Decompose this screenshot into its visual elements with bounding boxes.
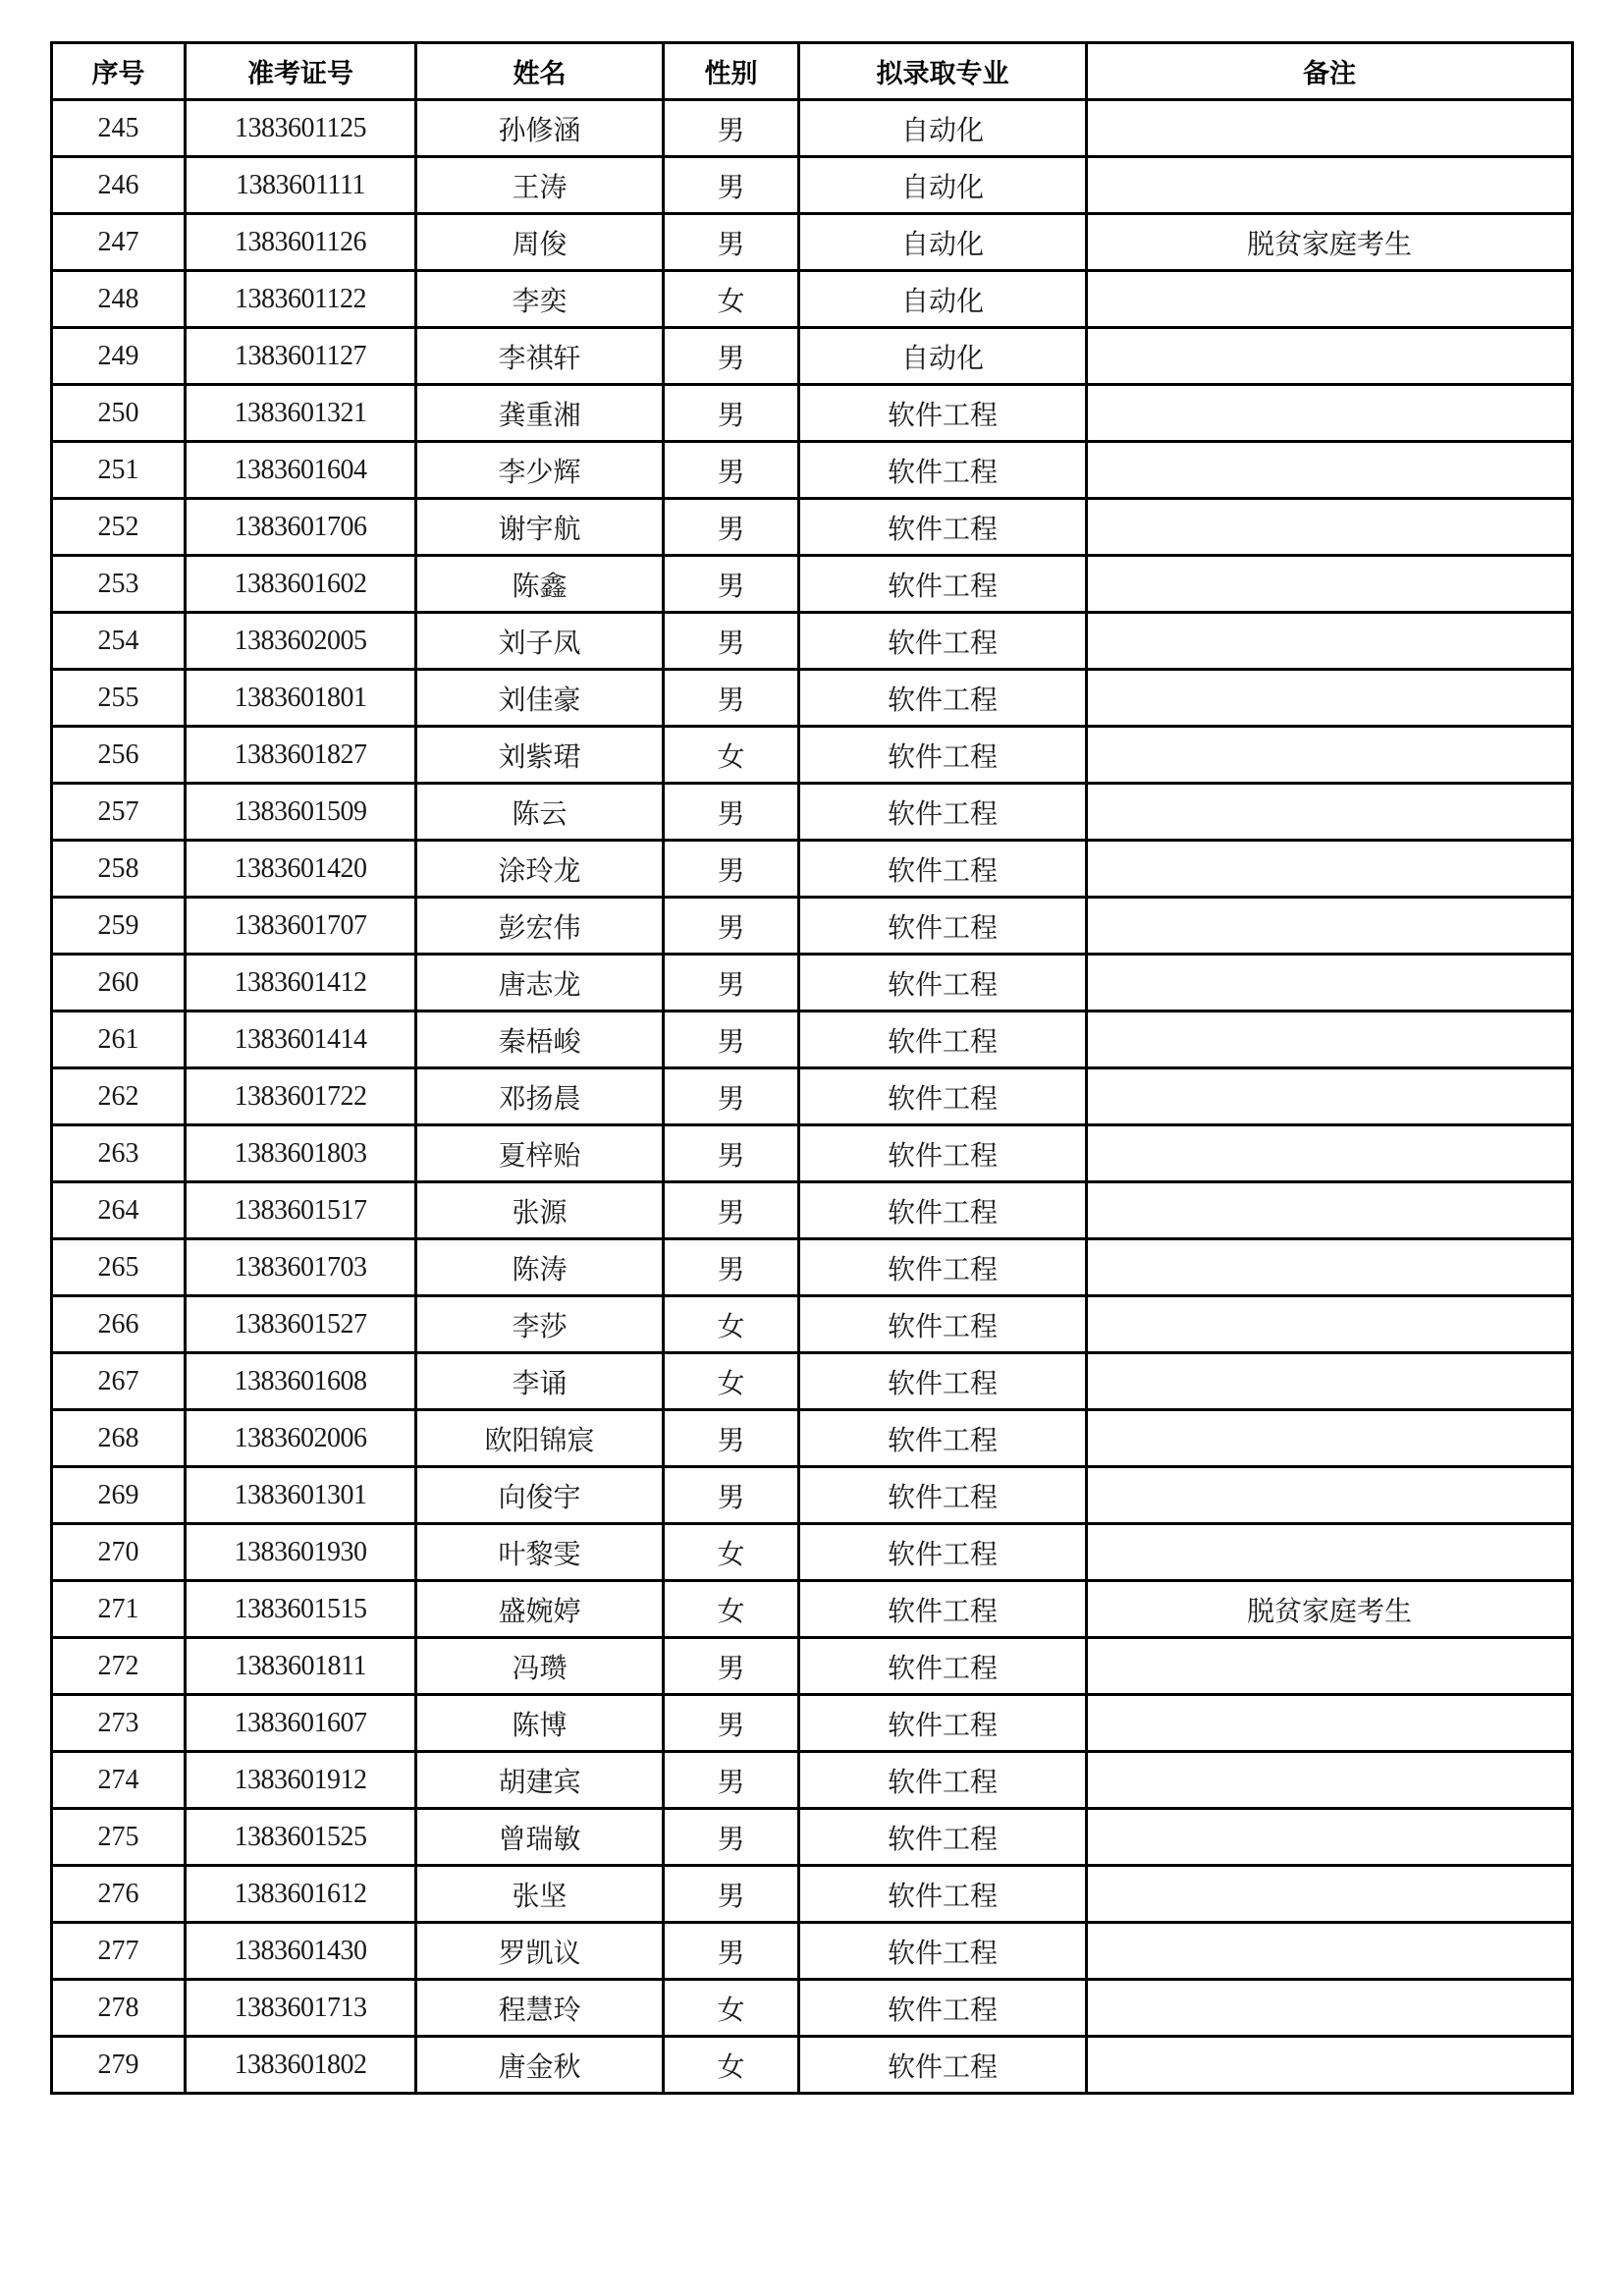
cell-seq: 278 — [52, 1980, 186, 2037]
cell-remark — [1087, 1125, 1573, 1182]
cell-seq: 268 — [52, 1410, 186, 1467]
cell-name: 秦梧峻 — [416, 1011, 664, 1068]
cell-seq: 258 — [52, 841, 186, 898]
cell-name: 谢宇航 — [416, 499, 664, 556]
cell-remark — [1087, 1068, 1573, 1125]
cell-major: 软件工程 — [799, 955, 1087, 1011]
cell-seq: 265 — [52, 1239, 186, 1296]
cell-name: 陈鑫 — [416, 556, 664, 613]
cell-seq: 248 — [52, 271, 186, 328]
cell-major: 软件工程 — [799, 613, 1087, 670]
cell-major: 自动化 — [799, 271, 1087, 328]
cell-seq: 245 — [52, 100, 186, 157]
cell-major: 软件工程 — [799, 727, 1087, 784]
cell-major: 软件工程 — [799, 1182, 1087, 1239]
cell-name: 曾瑞敏 — [416, 1809, 664, 1866]
cell-major: 自动化 — [799, 157, 1087, 214]
cell-seq: 264 — [52, 1182, 186, 1239]
cell-gender: 男 — [664, 328, 799, 385]
cell-gender: 女 — [664, 1524, 799, 1581]
cell-name: 李诵 — [416, 1353, 664, 1410]
table-row — [52, 499, 1573, 556]
cell-major: 软件工程 — [799, 1638, 1087, 1695]
cell-remark — [1087, 670, 1573, 727]
cell-major: 软件工程 — [799, 898, 1087, 955]
cell-remark — [1087, 784, 1573, 841]
cell-remark — [1087, 898, 1573, 955]
cell-exam-id: 1383601811 — [186, 1638, 416, 1695]
cell-remark — [1087, 1980, 1573, 2037]
cell-gender: 女 — [664, 1353, 799, 1410]
cell-gender: 女 — [664, 1980, 799, 2037]
cell-name: 唐志龙 — [416, 955, 664, 1011]
cell-exam-id: 1383601525 — [186, 1809, 416, 1866]
table-row — [52, 271, 1573, 328]
table-row — [52, 784, 1573, 841]
cell-remark — [1087, 157, 1573, 214]
table-row — [52, 898, 1573, 955]
cell-name: 李莎 — [416, 1296, 664, 1353]
cell-exam-id: 1383601515 — [186, 1581, 416, 1638]
table-row — [52, 727, 1573, 784]
cell-major: 软件工程 — [799, 2037, 1087, 2094]
cell-major: 软件工程 — [799, 1296, 1087, 1353]
cell-remark — [1087, 1296, 1573, 1353]
cell-major: 软件工程 — [799, 670, 1087, 727]
cell-seq: 273 — [52, 1695, 186, 1752]
cell-seq: 257 — [52, 784, 186, 841]
cell-remark — [1087, 271, 1573, 328]
table-row — [52, 100, 1573, 157]
table-row — [52, 1752, 1573, 1809]
table-row — [52, 1638, 1573, 1695]
cell-major: 软件工程 — [799, 1809, 1087, 1866]
table-row — [52, 1011, 1573, 1068]
cell-seq: 260 — [52, 955, 186, 1011]
cell-exam-id: 1383601713 — [186, 1980, 416, 2037]
cell-major: 软件工程 — [799, 1752, 1087, 1809]
cell-name: 李少辉 — [416, 442, 664, 499]
cell-gender: 男 — [664, 100, 799, 157]
cell-remark — [1087, 1923, 1573, 1980]
cell-seq: 262 — [52, 1068, 186, 1125]
cell-remark — [1087, 1752, 1573, 1809]
cell-seq: 269 — [52, 1467, 186, 1524]
cell-seq: 277 — [52, 1923, 186, 1980]
cell-remark — [1087, 1866, 1573, 1923]
table-row — [52, 214, 1573, 271]
cell-exam-id: 1383601612 — [186, 1866, 416, 1923]
cell-remark — [1087, 727, 1573, 784]
cell-name: 张源 — [416, 1182, 664, 1239]
cell-name: 孙修涵 — [416, 100, 664, 157]
cell-exam-id: 1383601301 — [186, 1467, 416, 1524]
cell-exam-id: 1383601802 — [186, 2037, 416, 2094]
cell-seq: 256 — [52, 727, 186, 784]
cell-major: 软件工程 — [799, 1524, 1087, 1581]
header-major: 拟录取专业 — [799, 43, 1087, 100]
table-row — [52, 1524, 1573, 1581]
cell-remark — [1087, 1410, 1573, 1467]
table-row — [52, 841, 1573, 898]
cell-gender: 男 — [664, 1752, 799, 1809]
table-row — [52, 1866, 1573, 1923]
cell-gender: 男 — [664, 1809, 799, 1866]
header-remark: 备注 — [1087, 43, 1573, 100]
cell-exam-id: 1383601707 — [186, 898, 416, 955]
cell-major: 软件工程 — [799, 784, 1087, 841]
cell-major: 软件工程 — [799, 1125, 1087, 1182]
cell-major: 软件工程 — [799, 1695, 1087, 1752]
cell-seq: 246 — [52, 157, 186, 214]
cell-seq: 261 — [52, 1011, 186, 1068]
cell-exam-id: 1383601127 — [186, 328, 416, 385]
cell-name: 龚重湘 — [416, 385, 664, 442]
cell-name: 涂玲龙 — [416, 841, 664, 898]
cell-gender: 男 — [664, 1467, 799, 1524]
cell-exam-id: 1383601930 — [186, 1524, 416, 1581]
cell-name: 向俊宇 — [416, 1467, 664, 1524]
admission-roster-table — [50, 41, 1574, 2095]
cell-exam-id: 1383601722 — [186, 1068, 416, 1125]
table-row — [52, 157, 1573, 214]
cell-remark — [1087, 1695, 1573, 1752]
cell-name: 唐金秋 — [416, 2037, 664, 2094]
cell-name: 彭宏伟 — [416, 898, 664, 955]
cell-name: 周俊 — [416, 214, 664, 271]
cell-gender: 男 — [664, 1410, 799, 1467]
cell-exam-id: 1383601803 — [186, 1125, 416, 1182]
cell-name: 邓扬晨 — [416, 1068, 664, 1125]
cell-gender: 男 — [664, 1695, 799, 1752]
cell-exam-id: 1383601414 — [186, 1011, 416, 1068]
cell-name: 李祺轩 — [416, 328, 664, 385]
cell-gender: 女 — [664, 1296, 799, 1353]
cell-remark: 脱贫家庭考生 — [1087, 214, 1573, 271]
cell-gender: 男 — [664, 784, 799, 841]
cell-name: 夏梓贻 — [416, 1125, 664, 1182]
cell-gender: 男 — [664, 955, 799, 1011]
cell-gender: 男 — [664, 1182, 799, 1239]
cell-seq: 259 — [52, 898, 186, 955]
cell-exam-id: 1383601706 — [186, 499, 416, 556]
cell-remark — [1087, 556, 1573, 613]
cell-exam-id: 1383601912 — [186, 1752, 416, 1809]
cell-name: 刘佳豪 — [416, 670, 664, 727]
cell-major: 软件工程 — [799, 499, 1087, 556]
table-row — [52, 442, 1573, 499]
cell-major: 软件工程 — [799, 385, 1087, 442]
cell-seq: 276 — [52, 1866, 186, 1923]
cell-gender: 男 — [664, 1239, 799, 1296]
cell-exam-id: 1383602006 — [186, 1410, 416, 1467]
cell-seq: 270 — [52, 1524, 186, 1581]
table-row — [52, 1923, 1573, 1980]
cell-exam-id: 1383601801 — [186, 670, 416, 727]
cell-gender: 女 — [664, 1581, 799, 1638]
cell-seq: 279 — [52, 2037, 186, 2094]
cell-seq: 252 — [52, 499, 186, 556]
header-name: 姓名 — [416, 43, 664, 100]
cell-remark — [1087, 955, 1573, 1011]
cell-major: 软件工程 — [799, 1980, 1087, 2037]
cell-exam-id: 1383601125 — [186, 100, 416, 157]
cell-gender: 男 — [664, 1923, 799, 1980]
table-row — [52, 556, 1573, 613]
cell-gender: 男 — [664, 499, 799, 556]
cell-remark — [1087, 2037, 1573, 2094]
cell-exam-id: 1383601430 — [186, 1923, 416, 1980]
cell-major: 自动化 — [799, 214, 1087, 271]
cell-seq: 254 — [52, 613, 186, 670]
cell-remark — [1087, 328, 1573, 385]
cell-exam-id: 1383602005 — [186, 613, 416, 670]
table-row — [52, 1581, 1573, 1638]
cell-name: 盛婉婷 — [416, 1581, 664, 1638]
cell-major: 软件工程 — [799, 1581, 1087, 1638]
cell-remark — [1087, 1239, 1573, 1296]
cell-major: 软件工程 — [799, 1353, 1087, 1410]
document-page — [50, 41, 1571, 2095]
cell-name: 刘紫珺 — [416, 727, 664, 784]
cell-gender: 男 — [664, 1011, 799, 1068]
cell-major: 软件工程 — [799, 1923, 1087, 1980]
cell-major: 软件工程 — [799, 841, 1087, 898]
cell-major: 软件工程 — [799, 1068, 1087, 1125]
cell-gender: 男 — [664, 841, 799, 898]
cell-seq: 250 — [52, 385, 186, 442]
cell-remark — [1087, 499, 1573, 556]
cell-major: 软件工程 — [799, 1011, 1087, 1068]
table-row — [52, 1809, 1573, 1866]
cell-name: 陈云 — [416, 784, 664, 841]
table-row — [52, 670, 1573, 727]
cell-seq: 272 — [52, 1638, 186, 1695]
cell-remark — [1087, 841, 1573, 898]
cell-name: 陈博 — [416, 1695, 664, 1752]
table-row — [52, 1980, 1573, 2037]
cell-seq: 253 — [52, 556, 186, 613]
cell-remark — [1087, 1011, 1573, 1068]
table-row — [52, 955, 1573, 1011]
table-row — [52, 1467, 1573, 1524]
cell-gender: 男 — [664, 157, 799, 214]
cell-exam-id: 1383601111 — [186, 157, 416, 214]
table-row — [52, 1296, 1573, 1353]
cell-remark — [1087, 385, 1573, 442]
cell-remark — [1087, 1809, 1573, 1866]
table-row — [52, 328, 1573, 385]
header-exam-id: 准考证号 — [186, 43, 416, 100]
cell-exam-id: 1383601321 — [186, 385, 416, 442]
cell-exam-id: 1383601517 — [186, 1182, 416, 1239]
cell-remark — [1087, 1467, 1573, 1524]
cell-remark: 脱贫家庭考生 — [1087, 1581, 1573, 1638]
cell-exam-id: 1383601607 — [186, 1695, 416, 1752]
cell-name: 刘子凤 — [416, 613, 664, 670]
cell-exam-id: 1383601126 — [186, 214, 416, 271]
cell-exam-id: 1383601412 — [186, 955, 416, 1011]
cell-name: 张坚 — [416, 1866, 664, 1923]
cell-seq: 263 — [52, 1125, 186, 1182]
cell-gender: 女 — [664, 271, 799, 328]
cell-name: 叶黎雯 — [416, 1524, 664, 1581]
cell-seq: 267 — [52, 1353, 186, 1410]
table-header-row — [52, 43, 1573, 100]
cell-gender: 男 — [664, 1068, 799, 1125]
cell-seq: 251 — [52, 442, 186, 499]
cell-exam-id: 1383601604 — [186, 442, 416, 499]
cell-gender: 男 — [664, 1125, 799, 1182]
cell-name: 陈涛 — [416, 1239, 664, 1296]
cell-remark — [1087, 613, 1573, 670]
cell-major: 软件工程 — [799, 1239, 1087, 1296]
table-row — [52, 2037, 1573, 2094]
cell-name: 胡建宾 — [416, 1752, 664, 1809]
cell-seq: 271 — [52, 1581, 186, 1638]
cell-name: 罗凯议 — [416, 1923, 664, 1980]
table-row — [52, 1068, 1573, 1125]
cell-gender: 男 — [664, 898, 799, 955]
cell-remark — [1087, 1524, 1573, 1581]
cell-major: 软件工程 — [799, 1467, 1087, 1524]
table-row — [52, 1695, 1573, 1752]
cell-seq: 266 — [52, 1296, 186, 1353]
cell-remark — [1087, 100, 1573, 157]
cell-seq: 275 — [52, 1809, 186, 1866]
cell-seq: 255 — [52, 670, 186, 727]
cell-seq: 247 — [52, 214, 186, 271]
cell-name: 王涛 — [416, 157, 664, 214]
cell-exam-id: 1383601509 — [186, 784, 416, 841]
cell-gender: 女 — [664, 2037, 799, 2094]
cell-major: 软件工程 — [799, 1866, 1087, 1923]
cell-gender: 男 — [664, 556, 799, 613]
cell-major: 软件工程 — [799, 1410, 1087, 1467]
cell-gender: 男 — [664, 613, 799, 670]
cell-gender: 男 — [664, 1866, 799, 1923]
cell-major: 软件工程 — [799, 556, 1087, 613]
cell-exam-id: 1383601703 — [186, 1239, 416, 1296]
cell-seq: 274 — [52, 1752, 186, 1809]
table-row — [52, 613, 1573, 670]
table-body — [52, 100, 1573, 2094]
cell-gender: 女 — [664, 727, 799, 784]
table-row — [52, 385, 1573, 442]
cell-gender: 男 — [664, 1638, 799, 1695]
cell-remark — [1087, 1638, 1573, 1695]
table-row — [52, 1182, 1573, 1239]
cell-exam-id: 1383601602 — [186, 556, 416, 613]
header-gender: 性别 — [664, 43, 799, 100]
cell-gender: 男 — [664, 214, 799, 271]
cell-exam-id: 1383601527 — [186, 1296, 416, 1353]
cell-gender: 男 — [664, 670, 799, 727]
cell-major: 软件工程 — [799, 442, 1087, 499]
cell-major: 自动化 — [799, 100, 1087, 157]
cell-major: 自动化 — [799, 328, 1087, 385]
cell-name: 程慧玲 — [416, 1980, 664, 2037]
table-row — [52, 1125, 1573, 1182]
table-row — [52, 1239, 1573, 1296]
cell-remark — [1087, 442, 1573, 499]
cell-remark — [1087, 1182, 1573, 1239]
cell-exam-id: 1383601608 — [186, 1353, 416, 1410]
cell-name: 欧阳锦宸 — [416, 1410, 664, 1467]
cell-exam-id: 1383601827 — [186, 727, 416, 784]
cell-seq: 249 — [52, 328, 186, 385]
table-row — [52, 1410, 1573, 1467]
cell-name: 冯瓒 — [416, 1638, 664, 1695]
header-seq: 序号 — [52, 43, 186, 100]
cell-gender: 男 — [664, 442, 799, 499]
cell-exam-id: 1383601122 — [186, 271, 416, 328]
cell-remark — [1087, 1353, 1573, 1410]
cell-exam-id: 1383601420 — [186, 841, 416, 898]
cell-name: 李奕 — [416, 271, 664, 328]
table-row — [52, 1353, 1573, 1410]
cell-gender: 男 — [664, 385, 799, 442]
